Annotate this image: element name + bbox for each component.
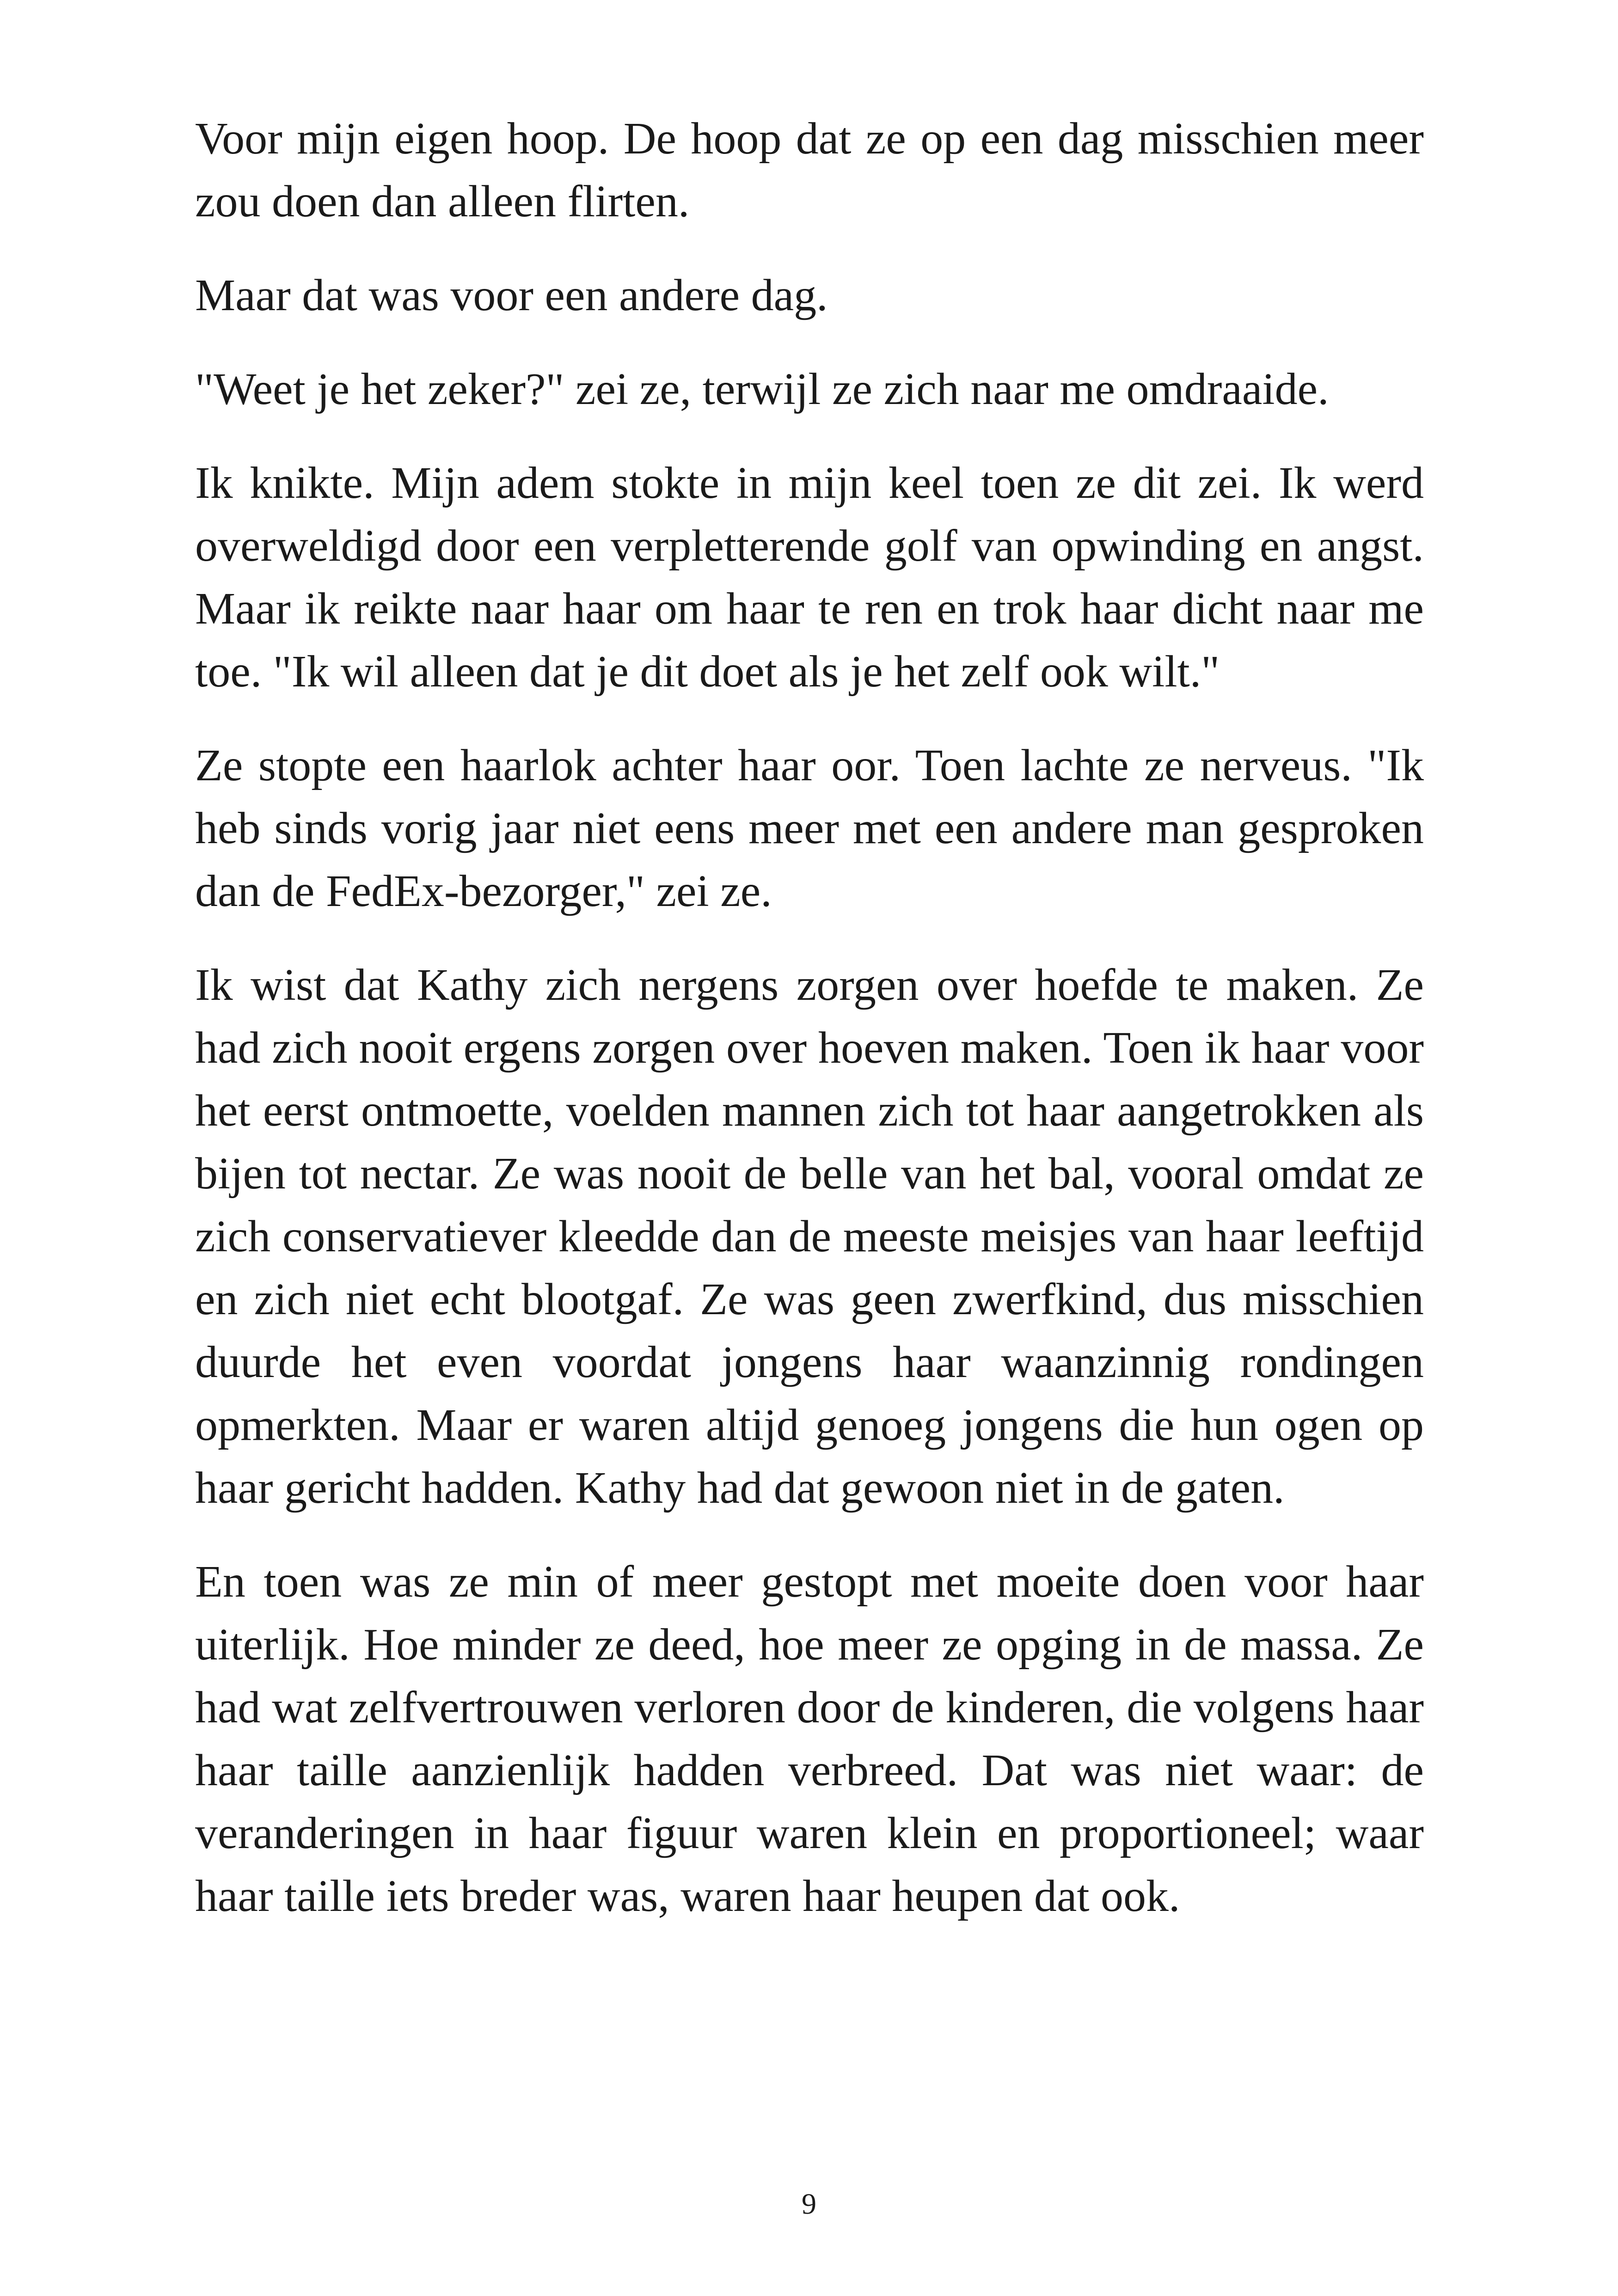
paragraph-1: Voor mijn eigen hoop. De hoop dat ze op een dag misschien meer zou doen dan alleen flirten. — [195, 114, 1424, 227]
paragraph-4: Ik knikte. Mijn adem stokte in mijn keel toen ze dit zei. Ik werd overweldigd door een verpletterende golf van opwinding en angst. Maar ik reikte naar haar om haar te ren en trok haar dicht naar me toe. "Ik wil alleen dat je dit doet als je het zelf ook wilt." — [195, 458, 1424, 697]
paragraph-5: Ze stopte een haarlok achter haar oor. Toen lachte ze nerveus. "Ik heb sinds vorig jaar niet eens meer met een andere man gesproken dan de FedEx-bezorger," zei ze. — [195, 741, 1424, 916]
paragraph-2: Maar dat was voor een andere dag. — [195, 270, 828, 320]
body-text — [195, 107, 1424, 1959]
paragraph-3: "Weet je het zeker?" zei ze, terwijl ze zich naar me omdraaide. — [195, 364, 1329, 414]
page-number: 9 — [802, 2187, 816, 2220]
paragraph-7: En toen was ze min of meer gestopt met moeite doen voor haar uiterlijk. Hoe minder ze deed, hoe meer ze opging in de massa. Ze had wat zelfvertrouwen verloren door de kinderen, die volgens haar haar taille aanzienlijk hadden verbreed. Dat was niet waar: de veranderingen in haar figuur waren klein en proportioneel; waar haar taille iets breder was, waren haar heupen dat ook. — [195, 1557, 1424, 1921]
paragraph-6: Ik wist dat Kathy zich nergens zorgen over hoefde te maken. Ze had zich nooit ergens zorgen over hoeven maken. Toen ik haar voor het eerst ontmoette, voelden mannen zich tot haar aangetrokken als bijen tot nectar. Ze was nooit de belle van het bal, vooral omdat ze zich conservatiever kleedde dan de meeste meisjes van haar leeftijd en zich niet echt blootgaf. Ze was geen zwerfkind, dus misschien duurde het even voordat jongens haar waanzinnig rondingen opmerkten. Maar er waren altijd genoeg jongens die hun ogen op haar gericht hadden. Kathy had dat gewoon niet in de gaten. — [195, 960, 1424, 1513]
